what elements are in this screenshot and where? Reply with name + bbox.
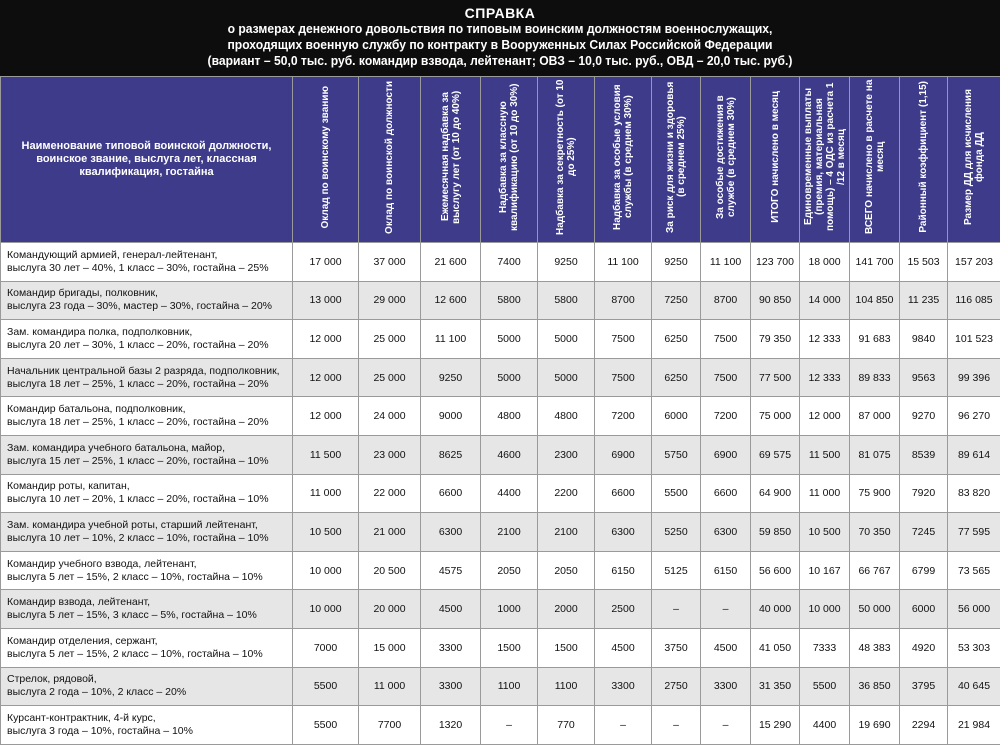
- value-cell: 116 085: [948, 281, 1000, 320]
- position-name-cell: [1, 281, 293, 320]
- value-cell: 20 000: [359, 590, 421, 629]
- position-title: Командующий армией, генерал-лейтенант,: [7, 248, 218, 261]
- value-cell: 5800: [481, 281, 538, 320]
- value-cell: 4400: [800, 706, 850, 745]
- value-cell: 22 000: [359, 474, 421, 513]
- value-cell: 2300: [538, 435, 595, 474]
- value-cell: 11 235: [900, 281, 948, 320]
- position-name-cell: [1, 474, 293, 513]
- position-name-cell: [1, 435, 293, 474]
- value-cell: 6250: [652, 358, 701, 397]
- value-cell: 2294: [900, 706, 948, 745]
- value-cell: 10 000: [293, 551, 359, 590]
- value-cell: 37 000: [359, 243, 421, 282]
- value-cell: 5000: [538, 358, 595, 397]
- position-title: Зам. командира полка, подполковник,: [7, 325, 193, 338]
- position-name-cell: [1, 590, 293, 629]
- value-cell: 4800: [481, 397, 538, 436]
- value-cell: –: [595, 706, 652, 745]
- value-cell: 6600: [701, 474, 751, 513]
- value-cell: 81 075: [850, 435, 900, 474]
- value-cell: 4920: [900, 628, 948, 667]
- position-name-cell: [1, 358, 293, 397]
- value-cell: 3300: [421, 667, 481, 706]
- table-row: [1, 590, 1000, 629]
- column-header-name: Наименование типовой воинской должности, воинское звание, выслуга лет, классная квалификация, гостайна: [1, 77, 293, 243]
- value-cell: 1500: [481, 628, 538, 667]
- value-cell: 9270: [900, 397, 948, 436]
- position-title: Командир взвода, лейтенант,: [7, 596, 151, 609]
- value-cell: 20 500: [359, 551, 421, 590]
- value-cell: 11 500: [293, 435, 359, 474]
- position-details: выслуга 2 года – 10%, 2 класс – 20%: [7, 686, 187, 699]
- position-title: Командир учебного взвода, лейтенант,: [7, 557, 197, 570]
- value-cell: 8539: [900, 435, 948, 474]
- value-cell: 7500: [701, 358, 751, 397]
- document-title: СПРАВКА: [464, 5, 536, 21]
- value-cell: 4400: [481, 474, 538, 513]
- table-row: [1, 281, 1000, 320]
- value-cell: 2200: [538, 474, 595, 513]
- value-cell: 4500: [421, 590, 481, 629]
- value-cell: 18 000: [800, 243, 850, 282]
- value-cell: 66 767: [850, 551, 900, 590]
- position-details: выслуга 5 лет – 15%, 2 класс – 10%, гостайна – 10%: [7, 647, 263, 660]
- value-cell: 41 050: [751, 628, 800, 667]
- value-cell: 11 500: [800, 435, 850, 474]
- pay-table: [0, 76, 1000, 745]
- value-cell: 5500: [800, 667, 850, 706]
- value-cell: 15 503: [900, 243, 948, 282]
- value-cell: –: [652, 590, 701, 629]
- value-cell: 21 984: [948, 706, 1000, 745]
- column-header: ВСЕГО начислено в расчете на месяц: [850, 77, 900, 243]
- value-cell: 10 000: [293, 590, 359, 629]
- value-cell: 87 000: [850, 397, 900, 436]
- position-details: выслуга 23 года – 30%, мастер – 30%, гостайна – 20%: [7, 300, 273, 313]
- value-cell: 14 000: [800, 281, 850, 320]
- value-cell: 7500: [595, 320, 652, 359]
- position-name-cell: [1, 551, 293, 590]
- value-cell: 56 600: [751, 551, 800, 590]
- value-cell: 12 000: [293, 320, 359, 359]
- value-cell: 7500: [701, 320, 751, 359]
- value-cell: 104 850: [850, 281, 900, 320]
- value-cell: 8700: [701, 281, 751, 320]
- column-header: Надбавка за секретность (от 10 до 25%): [538, 77, 595, 243]
- value-cell: 7250: [652, 281, 701, 320]
- value-cell: 50 000: [850, 590, 900, 629]
- position-name-cell: [1, 243, 293, 282]
- value-cell: 9250: [421, 358, 481, 397]
- value-cell: 6900: [701, 435, 751, 474]
- table-row: [1, 551, 1000, 590]
- value-cell: 21 600: [421, 243, 481, 282]
- position-title: Зам. командира учебного батальона, майор,: [7, 441, 226, 454]
- value-cell: 1100: [538, 667, 595, 706]
- value-cell: 10 167: [800, 551, 850, 590]
- value-cell: 59 850: [751, 513, 800, 552]
- table-row: [1, 243, 1000, 282]
- value-cell: 6300: [701, 513, 751, 552]
- value-cell: 96 270: [948, 397, 1000, 436]
- table-row: [1, 628, 1000, 667]
- position-title: Стрелок, рядовой,: [7, 673, 97, 686]
- value-cell: 89 833: [850, 358, 900, 397]
- value-cell: 29 000: [359, 281, 421, 320]
- value-cell: 3300: [421, 628, 481, 667]
- column-header: Ежемесячная надбавка за выслугу лет (от 10 до 40%): [421, 77, 481, 243]
- value-cell: 9250: [538, 243, 595, 282]
- value-cell: 2050: [481, 551, 538, 590]
- column-header: Районный коэффициент (1,15): [900, 77, 948, 243]
- value-cell: 1320: [421, 706, 481, 745]
- value-cell: 40 645: [948, 667, 1000, 706]
- value-cell: 83 820: [948, 474, 1000, 513]
- value-cell: 12 000: [800, 397, 850, 436]
- position-details: выслуга 5 лет – 15%, 2 класс – 10%, гостайна – 10%: [7, 570, 263, 583]
- value-cell: 2500: [595, 590, 652, 629]
- value-cell: 70 350: [850, 513, 900, 552]
- position-title: Командир бригады, полковник,: [7, 287, 158, 300]
- value-cell: 5500: [652, 474, 701, 513]
- column-header: Размер ДД для исчисления фонда ДД: [948, 77, 1000, 243]
- value-cell: 25 000: [359, 358, 421, 397]
- table-row: [1, 358, 1000, 397]
- position-name-cell: [1, 628, 293, 667]
- value-cell: 25 000: [359, 320, 421, 359]
- position-details: выслуга 15 лет – 25%, 1 класс – 20%, гостайна – 10%: [7, 454, 269, 467]
- value-cell: 12 333: [800, 358, 850, 397]
- value-cell: 1000: [481, 590, 538, 629]
- value-cell: 11 100: [595, 243, 652, 282]
- table-row: [1, 435, 1000, 474]
- value-cell: 7500: [595, 358, 652, 397]
- value-cell: 141 700: [850, 243, 900, 282]
- value-cell: 6799: [900, 551, 948, 590]
- value-cell: –: [652, 706, 701, 745]
- value-cell: 90 850: [751, 281, 800, 320]
- value-cell: 73 565: [948, 551, 1000, 590]
- value-cell: 99 396: [948, 358, 1000, 397]
- position-title: Командир батальона, подполковник,: [7, 403, 186, 416]
- value-cell: 17 000: [293, 243, 359, 282]
- value-cell: 53 303: [948, 628, 1000, 667]
- value-cell: 7920: [900, 474, 948, 513]
- value-cell: 23 000: [359, 435, 421, 474]
- value-cell: 6300: [595, 513, 652, 552]
- position-name-cell: [1, 320, 293, 359]
- value-cell: 10 500: [800, 513, 850, 552]
- value-cell: 48 383: [850, 628, 900, 667]
- value-cell: 6250: [652, 320, 701, 359]
- table-row: [1, 474, 1000, 513]
- value-cell: 6600: [595, 474, 652, 513]
- value-cell: 1100: [481, 667, 538, 706]
- value-cell: 101 523: [948, 320, 1000, 359]
- value-cell: 15 290: [751, 706, 800, 745]
- value-cell: 6150: [701, 551, 751, 590]
- table-row: [1, 667, 1000, 706]
- column-header: ИТОГО начислено в месяц: [751, 77, 800, 243]
- position-title: Зам. командира учебной роты, старший лейтенант,: [7, 518, 258, 531]
- value-cell: 2100: [538, 513, 595, 552]
- column-header: Надбавка за классную квалификацию (от 10 до 30%): [481, 77, 538, 243]
- value-cell: 1500: [538, 628, 595, 667]
- value-cell: 10 000: [800, 590, 850, 629]
- value-cell: 12 600: [421, 281, 481, 320]
- table-row: [1, 397, 1000, 436]
- position-details: выслуга 3 года – 10%, гостайна – 10%: [7, 724, 193, 737]
- value-cell: 7245: [900, 513, 948, 552]
- position-details: выслуга 10 лет – 20%, 1 класс – 20%, гостайна – 10%: [7, 493, 269, 506]
- position-details: выслуга 30 лет – 40%, 1 класс – 30%, гостайна – 25%: [7, 261, 269, 274]
- document-subtitle-line-3: (вариант – 50,0 тыс. руб. командир взвода, лейтенант; ОВЗ – 10,0 тыс. руб., ОВД – 20,0 тыс. руб.): [207, 54, 793, 68]
- value-cell: 7333: [800, 628, 850, 667]
- value-cell: –: [481, 706, 538, 745]
- position-title: Начальник центральной базы 2 разряда, подполковник,: [7, 364, 280, 377]
- value-cell: 19 690: [850, 706, 900, 745]
- value-cell: 3300: [595, 667, 652, 706]
- table-row: [1, 706, 1000, 745]
- value-cell: 4600: [481, 435, 538, 474]
- value-cell: 5000: [538, 320, 595, 359]
- column-header: За риск для жизни и здоровья (в среднем 25%): [652, 77, 701, 243]
- value-cell: 9250: [652, 243, 701, 282]
- position-details: выслуга 18 лет – 25%, 1 класс – 20%, гостайна – 20%: [7, 416, 269, 429]
- column-header: Оклад по воинскому званию: [293, 77, 359, 243]
- value-cell: 5800: [538, 281, 595, 320]
- value-cell: 4500: [701, 628, 751, 667]
- document-header: [0, 0, 1000, 76]
- table-row: [1, 513, 1000, 552]
- value-cell: 40 000: [751, 590, 800, 629]
- value-cell: –: [701, 590, 751, 629]
- value-cell: 7200: [701, 397, 751, 436]
- value-cell: 91 683: [850, 320, 900, 359]
- value-cell: 2050: [538, 551, 595, 590]
- position-details: выслуга 10 лет – 10%, 2 класс – 10%, гостайна – 10%: [7, 531, 269, 544]
- value-cell: 6900: [595, 435, 652, 474]
- value-cell: 11 100: [421, 320, 481, 359]
- value-cell: 4800: [538, 397, 595, 436]
- value-cell: 31 350: [751, 667, 800, 706]
- value-cell: 7700: [359, 706, 421, 745]
- table-body: [1, 243, 1000, 745]
- value-cell: 123 700: [751, 243, 800, 282]
- value-cell: 7200: [595, 397, 652, 436]
- value-cell: 6600: [421, 474, 481, 513]
- value-cell: 3750: [652, 628, 701, 667]
- value-cell: 69 575: [751, 435, 800, 474]
- value-cell: –: [701, 706, 751, 745]
- value-cell: 6000: [900, 590, 948, 629]
- document-subtitle-line-1: о размерах денежного довольствия по типовым воинским должностям военнослужащих,: [227, 22, 773, 36]
- position-name-cell: [1, 706, 293, 745]
- table-header-row: [1, 77, 1000, 243]
- value-cell: 2100: [481, 513, 538, 552]
- value-cell: 157 203: [948, 243, 1000, 282]
- value-cell: 5000: [481, 358, 538, 397]
- position-name-cell: [1, 397, 293, 436]
- value-cell: 5000: [481, 320, 538, 359]
- value-cell: 11 000: [293, 474, 359, 513]
- value-cell: 4575: [421, 551, 481, 590]
- value-cell: 56 000: [948, 590, 1000, 629]
- value-cell: 15 000: [359, 628, 421, 667]
- value-cell: 8625: [421, 435, 481, 474]
- value-cell: 75 000: [751, 397, 800, 436]
- table-row: [1, 320, 1000, 359]
- value-cell: 12 000: [293, 397, 359, 436]
- value-cell: 7000: [293, 628, 359, 667]
- value-cell: 770: [538, 706, 595, 745]
- column-header: Надбавка за особые условия службы (в среднем 30%): [595, 77, 652, 243]
- value-cell: 8700: [595, 281, 652, 320]
- value-cell: 3795: [900, 667, 948, 706]
- column-header: Единовременные выплаты (премия, материальная помощь) – 4 ОДС из расчета 1 /12 в месяц: [800, 77, 850, 243]
- value-cell: 77 500: [751, 358, 800, 397]
- value-cell: 2750: [652, 667, 701, 706]
- value-cell: 5125: [652, 551, 701, 590]
- column-header: За особые достижения в службе (в среднем 30%): [701, 77, 751, 243]
- value-cell: 5500: [293, 667, 359, 706]
- value-cell: 5250: [652, 513, 701, 552]
- value-cell: 6150: [595, 551, 652, 590]
- position-title: Командир отделения, сержант,: [7, 634, 158, 647]
- position-name-cell: [1, 667, 293, 706]
- value-cell: 6000: [652, 397, 701, 436]
- value-cell: 2000: [538, 590, 595, 629]
- value-cell: 4500: [595, 628, 652, 667]
- position-details: выслуга 5 лет – 15%, 3 класс – 5%, гостайна – 10%: [7, 609, 257, 622]
- value-cell: 6300: [421, 513, 481, 552]
- position-details: выслуга 18 лет – 25%, 1 класс – 20%, гостайна – 20%: [7, 377, 269, 390]
- value-cell: 11 100: [701, 243, 751, 282]
- value-cell: 24 000: [359, 397, 421, 436]
- value-cell: 36 850: [850, 667, 900, 706]
- value-cell: 5750: [652, 435, 701, 474]
- position-details: выслуга 20 лет – 30%, 1 класс – 20%, гостайна – 20%: [7, 338, 269, 351]
- value-cell: 10 500: [293, 513, 359, 552]
- position-title: Курсант-контрактник, 4-й курс,: [7, 711, 156, 724]
- value-cell: 89 614: [948, 435, 1000, 474]
- value-cell: 3300: [701, 667, 751, 706]
- value-cell: 12 000: [293, 358, 359, 397]
- value-cell: 64 900: [751, 474, 800, 513]
- position-name-cell: [1, 513, 293, 552]
- value-cell: 79 350: [751, 320, 800, 359]
- value-cell: 9563: [900, 358, 948, 397]
- value-cell: 21 000: [359, 513, 421, 552]
- value-cell: 11 000: [800, 474, 850, 513]
- value-cell: 5500: [293, 706, 359, 745]
- position-title: Командир роты, капитан,: [7, 480, 130, 493]
- value-cell: 77 595: [948, 513, 1000, 552]
- document-subtitle-line-2: проходящих военную службу по контракту в Вооруженных Силах Российской Федерации: [227, 38, 773, 52]
- value-cell: 13 000: [293, 281, 359, 320]
- column-header: Оклад по воинской должности: [359, 77, 421, 243]
- value-cell: 9000: [421, 397, 481, 436]
- value-cell: 11 000: [359, 667, 421, 706]
- value-cell: 7400: [481, 243, 538, 282]
- value-cell: 12 333: [800, 320, 850, 359]
- value-cell: 75 900: [850, 474, 900, 513]
- value-cell: 9840: [900, 320, 948, 359]
